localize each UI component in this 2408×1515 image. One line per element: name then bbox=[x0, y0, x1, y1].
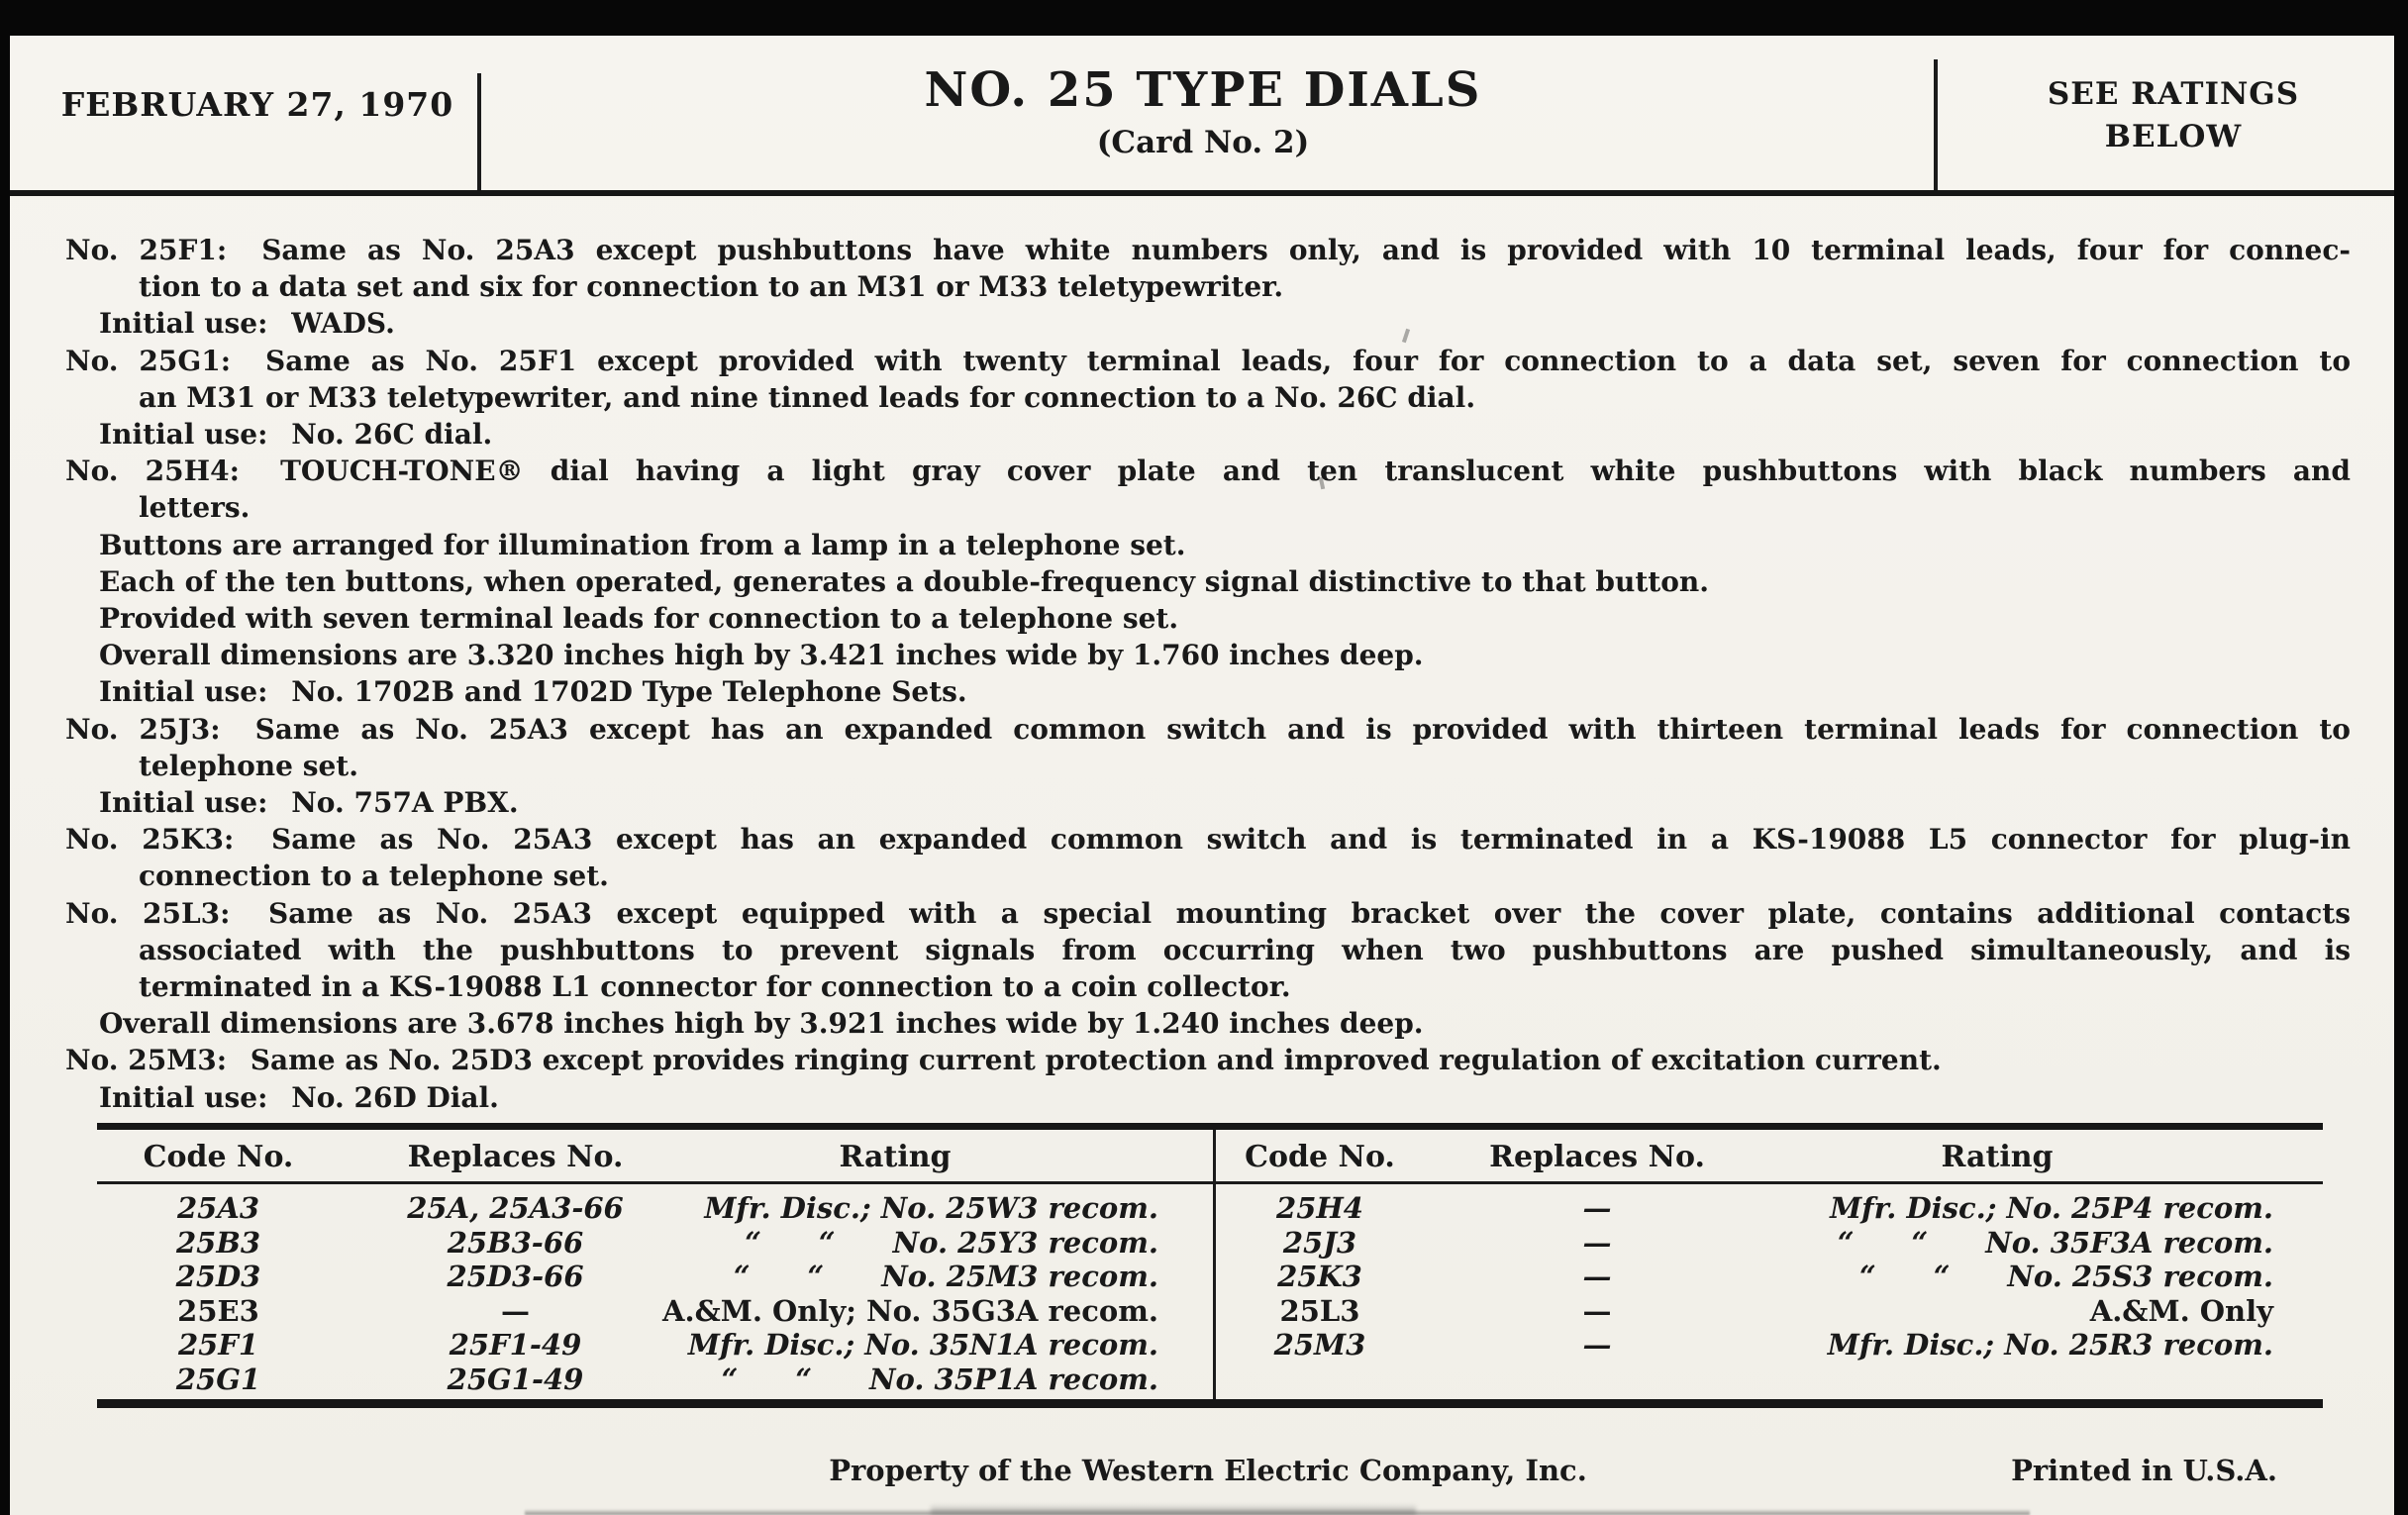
rating-cell: Mfr. Disc.; No. 35N1A recom. bbox=[687, 1328, 1158, 1362]
replaces-cell: — bbox=[501, 1293, 530, 1328]
column-header-code: Code No. bbox=[1245, 1140, 1395, 1174]
code-cell: 25F1 bbox=[177, 1328, 259, 1362]
footer-property-notice: Property of the Western Electric Company, Inc. bbox=[829, 1454, 1587, 1487]
column-header-rating: Rating bbox=[1941, 1140, 2054, 1174]
page-title: NO. 25 TYPE DIALS bbox=[924, 62, 1482, 118]
table-left-rows bbox=[97, 1191, 1213, 1396]
scan-edge-left bbox=[0, 0, 10, 1515]
body-line: Each of the ten buttons, when operated, generates a double-frequency signal distinctive to that button. bbox=[99, 564, 1710, 598]
code-cell: 25K3 bbox=[1277, 1260, 1362, 1293]
body-line: No. 25L3: Same as No. 25A3 except equipped with a special mounting bracket over the cover plate, contains additional contacts bbox=[65, 896, 2351, 930]
body-line: Initial use: WADS. bbox=[99, 307, 395, 341]
table-row bbox=[1216, 1328, 2323, 1363]
table-row bbox=[97, 1260, 1213, 1294]
rating-cell: Mfr. Disc.; No. 25R3 recom. bbox=[1827, 1328, 2273, 1362]
header-divider-right bbox=[1934, 59, 1938, 190]
card-paper bbox=[10, 36, 2394, 1515]
scan-edge-top bbox=[0, 0, 2408, 36]
table-right-rows bbox=[1216, 1191, 2323, 1363]
table-row bbox=[1216, 1294, 2323, 1329]
column-header-replaces: Replaces No. bbox=[1489, 1140, 1705, 1174]
replaces-cell: — bbox=[1582, 1191, 1612, 1225]
table-right bbox=[1216, 1130, 2323, 1399]
body-line: connection to a telephone set. bbox=[139, 859, 609, 893]
scan-edge-right bbox=[2394, 0, 2408, 1515]
header-divider-left bbox=[477, 73, 481, 190]
table-row bbox=[97, 1226, 1213, 1261]
body-line: terminated in a KS-19088 L1 connector for connection to a coin collector. bbox=[139, 970, 1291, 1004]
table-row bbox=[97, 1363, 1213, 1397]
body-line: No. 25G1: Same as No. 25F1 except provided with twenty terminal leads, four for connection to a data set, seven for connection to bbox=[65, 344, 2351, 377]
table-right-header bbox=[1216, 1130, 2323, 1181]
table-row bbox=[1216, 1226, 2323, 1261]
rating-cell: Mfr. Disc.; No. 25W3 recom. bbox=[704, 1191, 1158, 1225]
body-line: letters. bbox=[139, 491, 251, 525]
ratings-table bbox=[97, 1123, 2323, 1408]
body-line: No. 25M3: Same as No. 25D3 except provides ringing current protection and improved regulation of excitation current. bbox=[65, 1044, 1942, 1077]
replaces-cell: 25F1-49 bbox=[449, 1328, 582, 1362]
table-row bbox=[1216, 1260, 2323, 1294]
body-line: Buttons are arranged for illumination from a lamp in a telephone set. bbox=[99, 528, 1186, 561]
body-line: Initial use: No. 757A PBX. bbox=[99, 786, 519, 820]
replaces-cell: — bbox=[1582, 1328, 1612, 1362]
code-cell: 25L3 bbox=[1279, 1293, 1360, 1328]
replaces-cell: 25D3-66 bbox=[447, 1260, 584, 1293]
card-number: (Card No. 2) bbox=[1096, 125, 1310, 160]
code-cell: 25H4 bbox=[1276, 1191, 1363, 1225]
replaces-cell: 25A, 25A3-66 bbox=[407, 1191, 624, 1225]
rating-cell: Mfr. Disc.; No. 25P4 recom. bbox=[1830, 1191, 2273, 1225]
body-line: Initial use: No. 1702B and 1702D Type Telephone Sets. bbox=[99, 675, 967, 709]
body-line: No. 25H4: TOUCH-TONE® dial having a light gray cover plate and ten translucent white pushbuttons with black numbers and bbox=[65, 454, 2351, 488]
table-row bbox=[1216, 1191, 2323, 1226]
card-date: FEBRUARY 27, 1970 bbox=[60, 85, 454, 124]
rating-cell: “ “ No. 35P1A recom. bbox=[721, 1362, 1158, 1396]
body-line: Initial use: No. 26C dial. bbox=[99, 418, 493, 452]
rating-cell: A.&M. Only bbox=[2089, 1293, 2273, 1328]
footer-printed-in-usa: Printed in U.S.A. bbox=[2011, 1454, 2277, 1487]
ratings-note-line1: SEE RATINGS bbox=[2047, 76, 2300, 112]
code-cell: 25A3 bbox=[176, 1191, 260, 1225]
column-header-code: Code No. bbox=[143, 1140, 294, 1174]
scan-smudge bbox=[931, 1504, 1416, 1515]
table-row bbox=[97, 1191, 1213, 1226]
code-cell: 25E3 bbox=[177, 1293, 259, 1328]
body-line: associated with the pushbuttons to prevent signals from occurring when two pushbuttons are pushed simultaneously, and is bbox=[139, 933, 2351, 966]
column-header-replaces: Replaces No. bbox=[407, 1140, 624, 1174]
title-block bbox=[604, 63, 1802, 162]
replaces-cell: — bbox=[1582, 1260, 1612, 1293]
body-line: tion to a data set and six for connection to an M31 or M33 teletypewriter. bbox=[139, 270, 1284, 304]
rating-cell: “ “ No. 25M3 recom. bbox=[733, 1260, 1158, 1293]
code-cell: 25G1 bbox=[175, 1362, 261, 1396]
replaces-cell: 25B3-66 bbox=[447, 1225, 584, 1260]
body-line: telephone set. bbox=[139, 749, 358, 782]
rating-cell: “ “ No. 25S3 recom. bbox=[1859, 1260, 2273, 1293]
table-left-header bbox=[97, 1130, 1213, 1181]
rating-cell: “ “ No. 35F3A recom. bbox=[1837, 1225, 2273, 1260]
body-line: an M31 or M33 teletypewriter, and nine tinned leads for connection to a No. 26C dial. bbox=[139, 380, 1476, 414]
header-rule bbox=[10, 190, 2394, 196]
table-left bbox=[97, 1130, 1213, 1399]
replaces-cell: 25G1-49 bbox=[447, 1362, 584, 1396]
replaces-cell: — bbox=[1582, 1225, 1612, 1260]
table-row bbox=[97, 1328, 1213, 1363]
body-line: No. 25F1: Same as No. 25A3 except pushbuttons have white numbers only, and is provided with 10 terminal leads, four for connec- bbox=[65, 234, 2351, 266]
ratings-note bbox=[1980, 73, 2366, 158]
body-line: Overall dimensions are 3.678 inches high by 3.921 inches wide by 1.240 inches deep. bbox=[99, 1007, 1424, 1041]
code-cell: 25B3 bbox=[175, 1225, 261, 1260]
code-cell: 25M3 bbox=[1273, 1328, 1366, 1362]
body-line: No. 25K3: Same as No. 25A3 except has an expanded common switch and is terminated in a KS-19088 L5 connector for plug-in bbox=[65, 823, 2351, 857]
code-cell: 25J3 bbox=[1282, 1225, 1357, 1260]
body-line: Initial use: No. 26D Dial. bbox=[99, 1080, 499, 1114]
body-line: Overall dimensions are 3.320 inches high by 3.421 inches wide by 1.760 inches deep. bbox=[99, 639, 1424, 672]
body-line: Provided with seven terminal leads for connection to a telephone set. bbox=[99, 602, 1179, 636]
table-row bbox=[97, 1294, 1213, 1329]
column-header-rating: Rating bbox=[839, 1140, 952, 1174]
body-line: No. 25J3: Same as No. 25A3 except has an expanded common switch and is provided with thirteen terminal leads for connection to bbox=[65, 712, 2351, 746]
rating-cell: A.&M. Only; No. 35G3A recom. bbox=[661, 1293, 1158, 1328]
body-text bbox=[65, 232, 2351, 1116]
rating-cell: “ “ No. 25Y3 recom. bbox=[745, 1225, 1158, 1260]
replaces-cell: — bbox=[1582, 1293, 1612, 1328]
ratings-note-line2: BELOW bbox=[2104, 119, 2243, 154]
code-cell: 25D3 bbox=[175, 1260, 261, 1293]
